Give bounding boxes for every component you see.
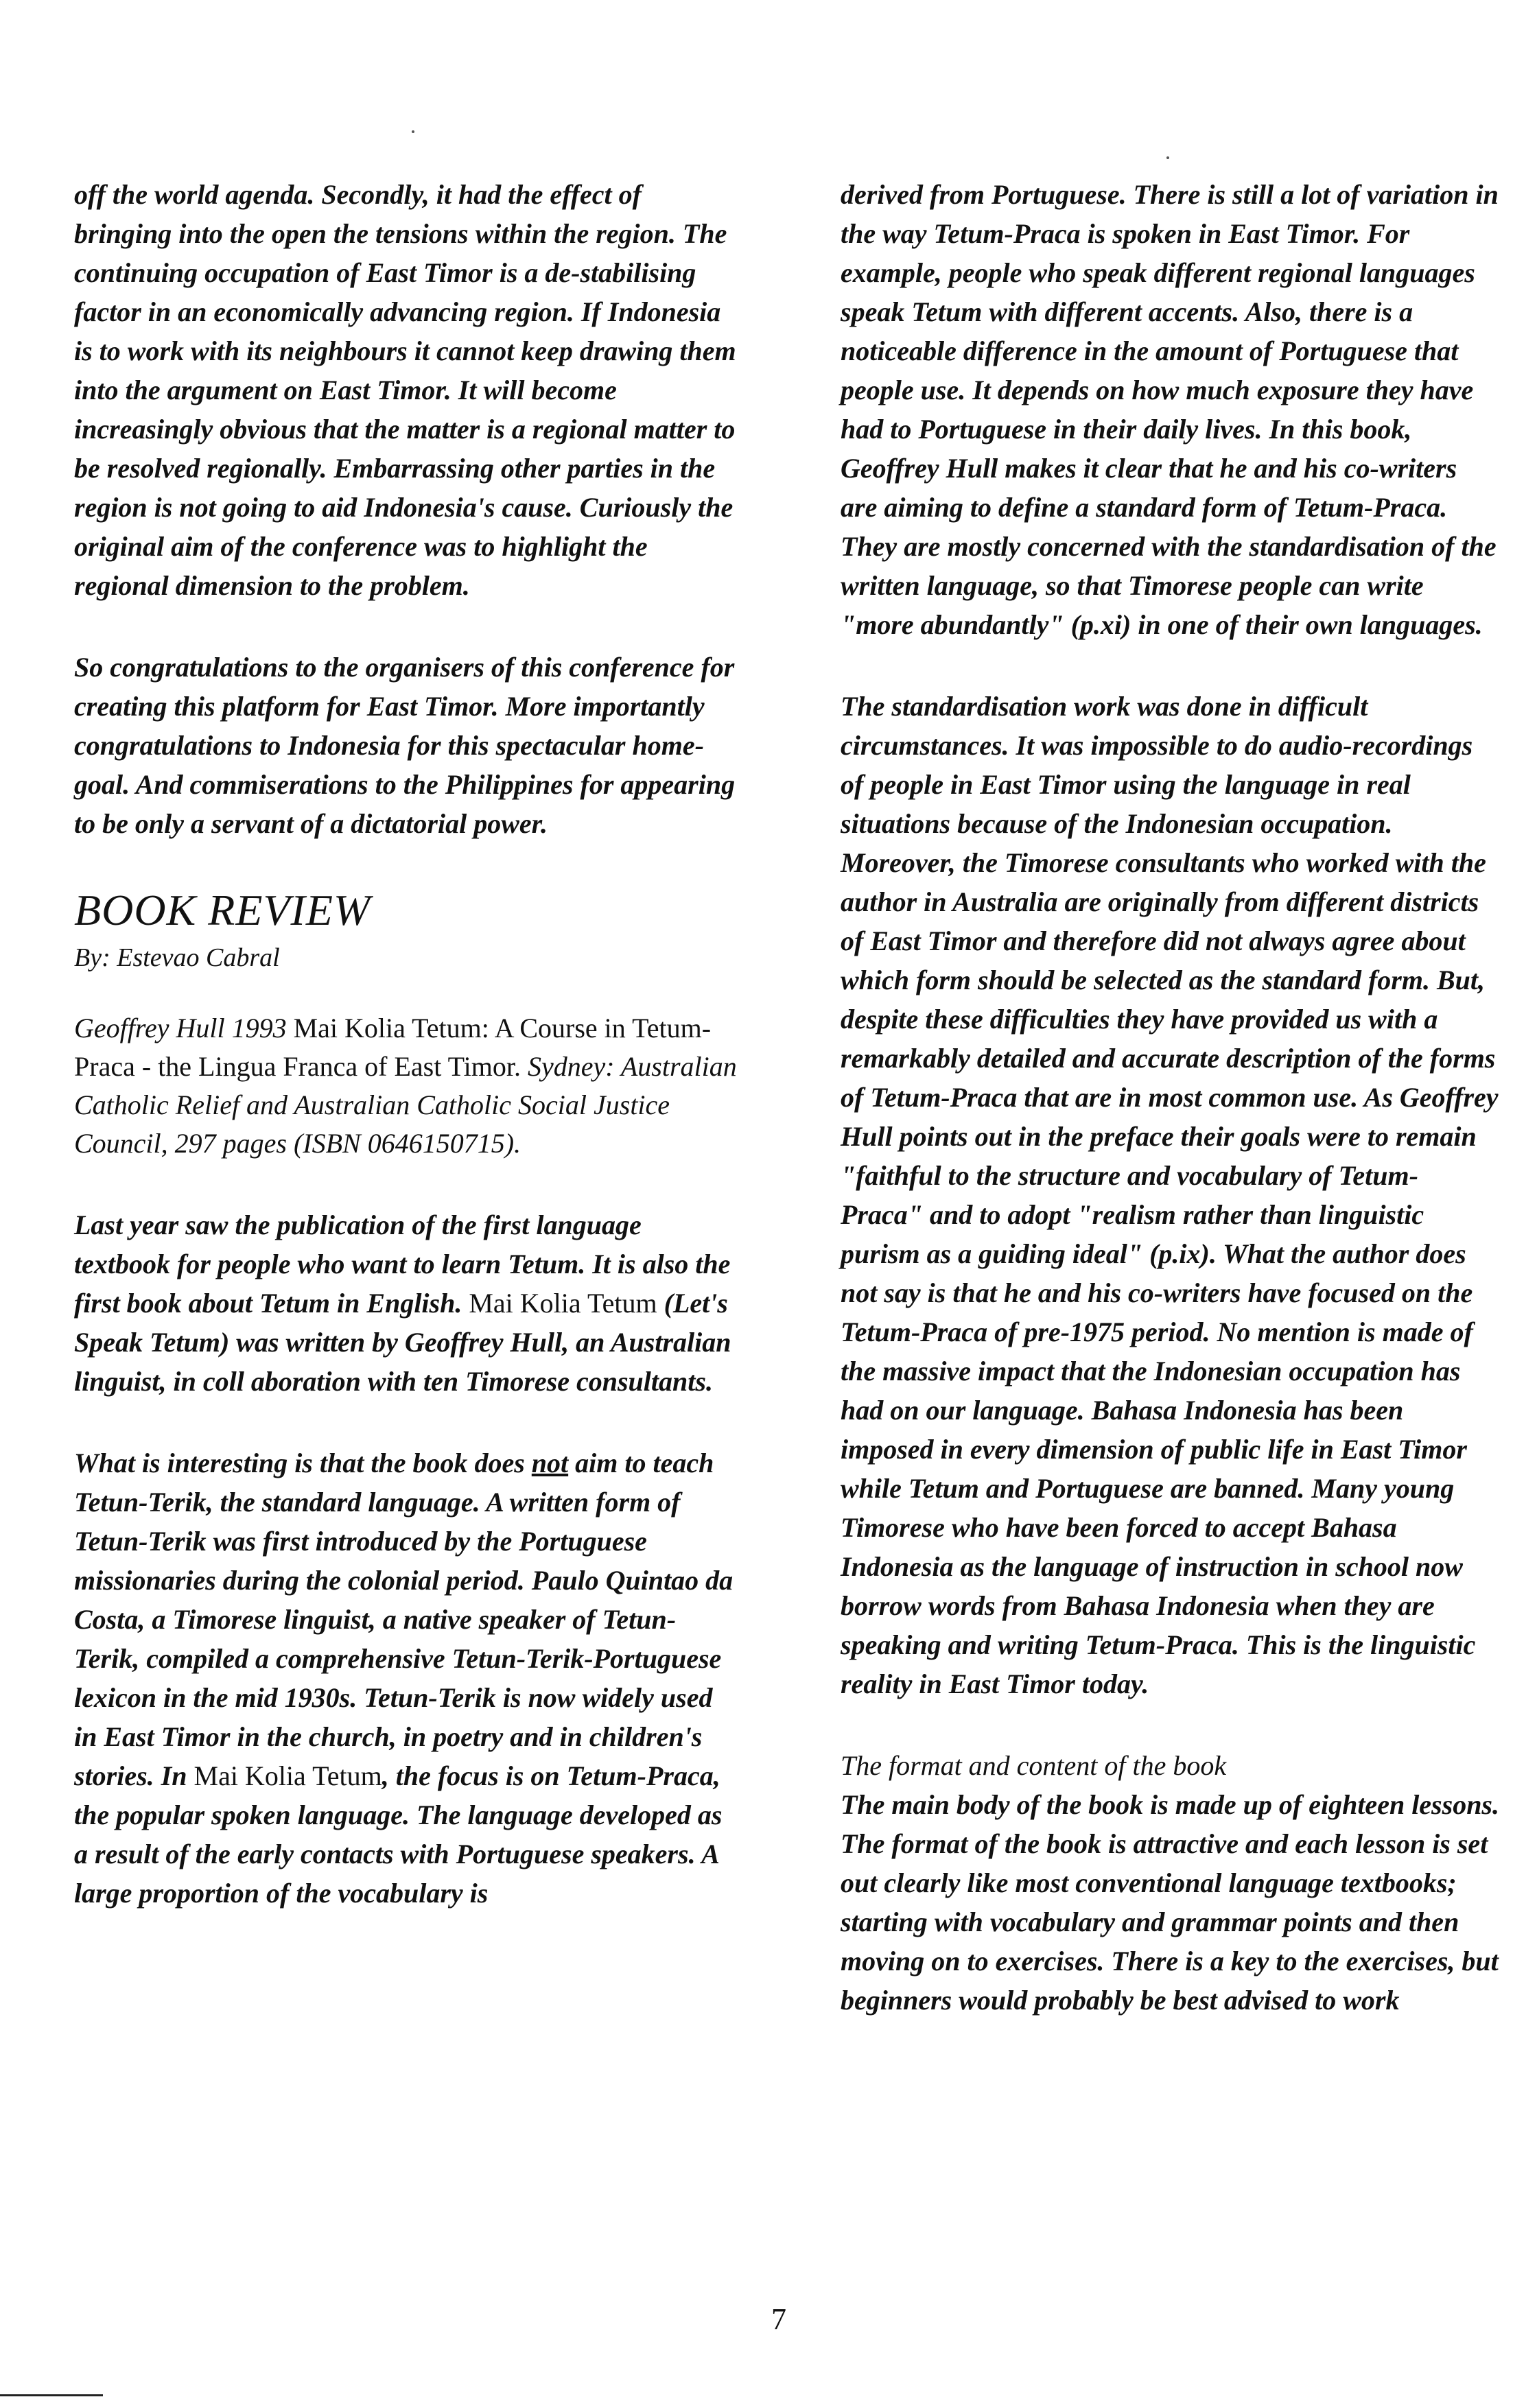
paragraph-text: Last year saw the publication of the first language textbook for people who want to learn Tetum. It is also the first book about Tetum in English. [74,1209,731,1319]
book-citation [74,1009,740,1163]
book-title: Mai Kolia Tetum [469,1288,657,1319]
review-paragraph: The standardisation work was done in difficult circumstances. It was impossible to do audio-recordings of people in East Timor using the language in real situations because of the Indonesian occupation. Moreover, the Timorese consultants who worked with the author in Australia are originally from different districts of East Timor and therefore did not always agree about which form should be selected as the standard form. But, despite these difficulties they have provided us with a remarkably detailed and accurate description of the forms of Tetum-Praca that are in most common use. As Geoffrey Hull points out in the preface their goals were to remain "faithful to the structure and vocabulary of Tetum-Praca" and to adopt "realism rather than linguistic purism as a guiding ideal" (p.ix). What the author does not say is that he and his co-writers have focused on the Tetum-Praca of pre-1975 period. No mention is made of the massive impact that the Indonesian occupation has had on our language. Bahasa Indonesia has been imposed in every dimension of public life in East Timor while Tetum and Portuguese are banned. Many young Timorese who have been forced to accept Bahasa Indonesia as the language of instruction in school now borrow words from Bahasa Indonesia when they are speaking and writing Tetum-Praca. This is the linguistic reality in East Timor today. [841,691,1499,1699]
book-title: Mai Kolia Tetum [193,1760,382,1791]
article-paragraph: So congratulations to the organisers of this conference for creating this platform for East Timor. More importantly congratulations to Indonesia for this spectacular home-goal. And commiserations to the Philippines for appearing to be only a servant of a dictatorial power. [74,652,736,839]
paragraph-text: aim to teach Tetun-Terik, the standard language. A written form of Tetun-Terik was first introduced by the Portuguese missionaries during the colonial period. Paulo Quintao da Costa, a Timorese linguist, a native speaker of Tetun-Terik, compiled a comprehensive Tetun-Terik-Portuguese lexicon in the mid 1930s. Tetun-Terik is now widely used in East Timor in the church, in poetry and in children's stories. In [74,1448,734,1791]
paragraph-text: (Let's Speak Tetum) was written by Geoffrey Hull, an Australian linguist, in coll aboration with ten Timorese consultants. [74,1288,731,1397]
paragraph-text: What is interesting is that the book does [74,1448,532,1478]
left-column [74,175,740,1955]
review-paragraph: The main body of the book is made up of eighteen lessons. The format of the book is attractive and each lesson is set out clearly like most conventional language textbooks; starting with vocabulary and grammar points and then moving on to exercises. There is a key to the exercises, but beginners would probably be best advised to work [841,1789,1499,2016]
review-paragraph: derived from Portuguese. There is still a lot of variation in the way Tetum-Praca is spoken in East Timor. For example, people who speak different regional languages speak Tetum with different accents. Also, there is a noticeable difference in the amount of Portuguese that people use. It depends on how much exposure they have had to Portuguese in their daily lives. In this book, Geoffrey Hull makes it clear that he and his co-writers are aiming to define a standard form of Tetum-Praca. They are mostly concerned with the standardisation of the written language, so that Timorese people can write "more abundantly" (p.xi) in one of their own languages. [841,179,1499,640]
citation-title: Mai Kolia Tetum: A Course in Tetum-Praca - the Lingua Franca of East Timor. [74,1013,712,1082]
review-paragraph [74,1205,740,1401]
right-column [841,175,1499,2062]
footer-rule [0,2394,103,2396]
underlined-word: not [531,1448,569,1478]
page-number: 7 [771,2302,786,2336]
citation-author: Geoffrey Hull 1993 [74,1013,294,1043]
scan-speck [412,130,414,133]
review-byline: By: Estevao Cabral [74,943,280,972]
paragraph-text: , the focus is on Tetum-Praca, the popular spoken language. The language developed as a result of the early contacts with Portuguese speakers. A large proportion of the vocabulary is [74,1760,723,1909]
scan-speck [1166,156,1169,159]
section-subheading: The format and content of the book [841,1750,1227,1781]
book-review-heading: BOOK REVIEW [74,886,371,934]
citation-publisher: Sydney: Australian Catholic Relief and Australian Catholic Social Justice Council, 297 pages (ISBN 0646150715). [74,1051,737,1159]
review-paragraph [74,1443,740,1913]
article-paragraph: off the world agenda. Secondly, it had the effect of bringing into the open the tensions within the region. The continuing occupation of East Timor is a de-stabilising factor in an economically advancing region. If Indonesia is to work with its neighbours it cannot keep drawing them into the argument on East Timor. It will become increasingly obvious that the matter is a regional matter to be resolved regionally. Embarrassing other parties in the region is not going to aid Indonesia's cause. Curiously the original aim of the conference was to highlight the regional dimension to the problem. [74,179,736,601]
